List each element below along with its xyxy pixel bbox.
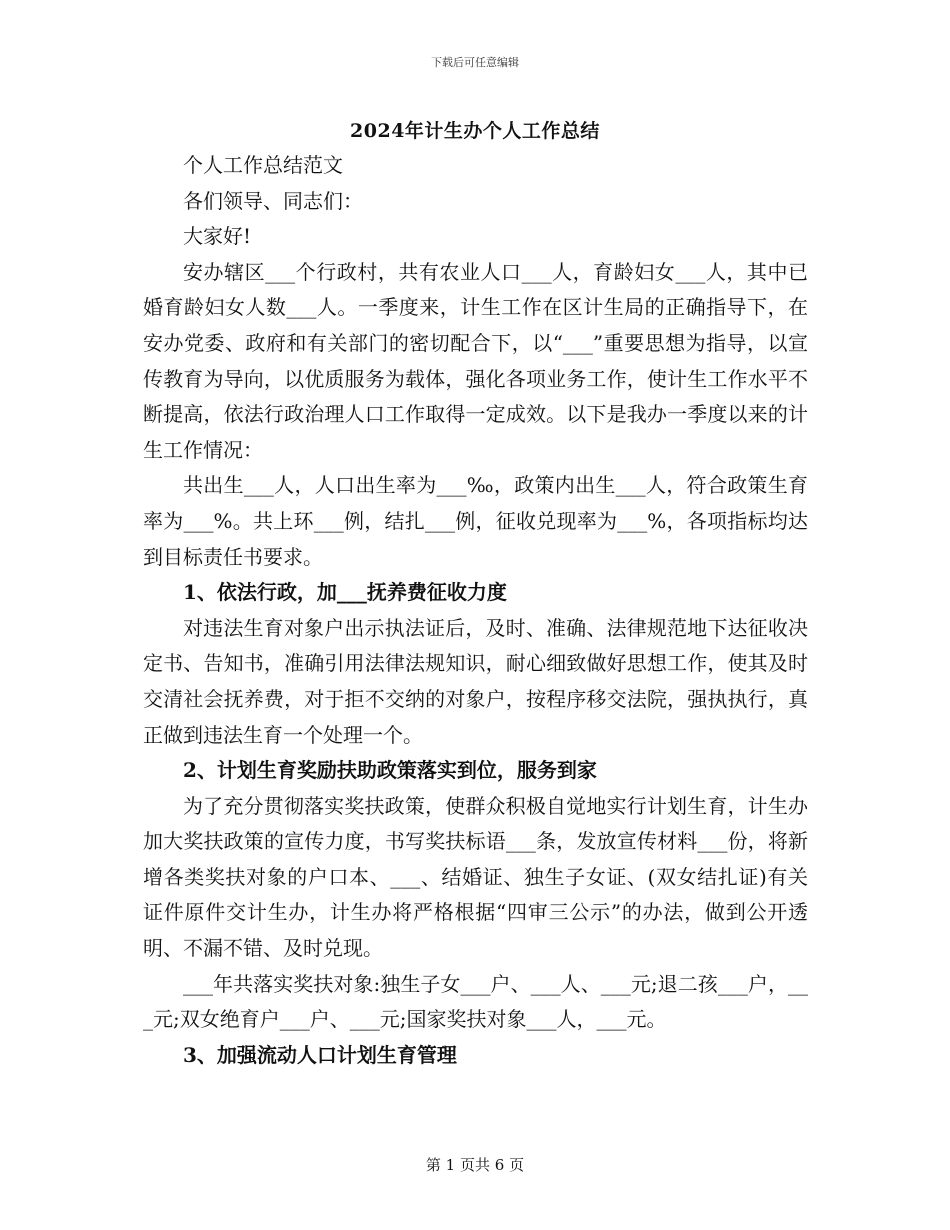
paragraph-statistics: 共出生___人，人口出生率为___‰，政策内出生___人，符合政策生育率为___%。共上环___例，结扎___例，征收兑现率为___%，各项指标均达到目标责任书要求。 (143, 473, 808, 569)
paragraph-overview: 安办辖区___个行政村，共有农业人口___人，育龄妇女___人，其中已婚育龄妇女人数___人。一季度来，计生工作在区计生局的正确指导下，在安办党委、政府和有关部门的密切配合下，以“___”重要思想为指导，以宣传教育为导向，以优质服务为载体，强化各项业务工作，使计生工作水平不断提高，依法行政治理人口工作取得一定成效。以下是我办一季度以来的计生工作情况： (143, 259, 808, 462)
document-body (143, 148, 808, 1073)
document-title: 2024年计生办个人工作总结 (350, 120, 600, 142)
paragraph-subtitle: 个人工作总结范文 (183, 153, 343, 177)
header-note: 下载后可任意编辑 (431, 56, 519, 69)
paragraph-section-2-figures: ___年共落实奖扶对象:独生子女___户、___人、___元;退二孩___户，___元;双女绝育户___户、___元;国家奖扶对象___人，___元。 (143, 971, 808, 1032)
paragraph-section-2: 为了充分贯彻落实奖扶政策，使群众积极自觉地实行计划生育，计生办加大奖扶政策的宣传力度，书写奖扶标语___条，发放宣传材料___份，将新增各类奖扶对象的户口本、___、结婚证、独生子女证、(双女结扎证)有关证件原件交计生办，计生办将严格根据“四审三公示”的办法，做到公开透明、不漏不错、及时兑现。 (143, 793, 808, 961)
paragraph-greeting: 大家好! (183, 224, 252, 249)
paragraph-section-1: 对违法生育对象户出示执法证后，及时、准确、法律规范地下达征收决定书、告知书，准确引用法律法规知识，耐心细致做好思想工作，使其及时交清社会抚养费，对于拒不交纳的对象户，按程序移交法院，强执执行，真正做到违法生育一个处理一个。 (143, 615, 808, 747)
paragraph-salutation: 各们领导、同志们： (183, 188, 363, 213)
section-heading-1: 1、依法行政，加___抚养费征收力度 (183, 580, 507, 605)
section-heading-3: 3、加强流动人口计划生育管理 (183, 1042, 457, 1067)
section-heading-2: 2、计划生育奖励扶助政策落实到位，服务到家 (183, 758, 597, 783)
page-footer: 第 1 页共 6 页 (425, 1156, 525, 1174)
